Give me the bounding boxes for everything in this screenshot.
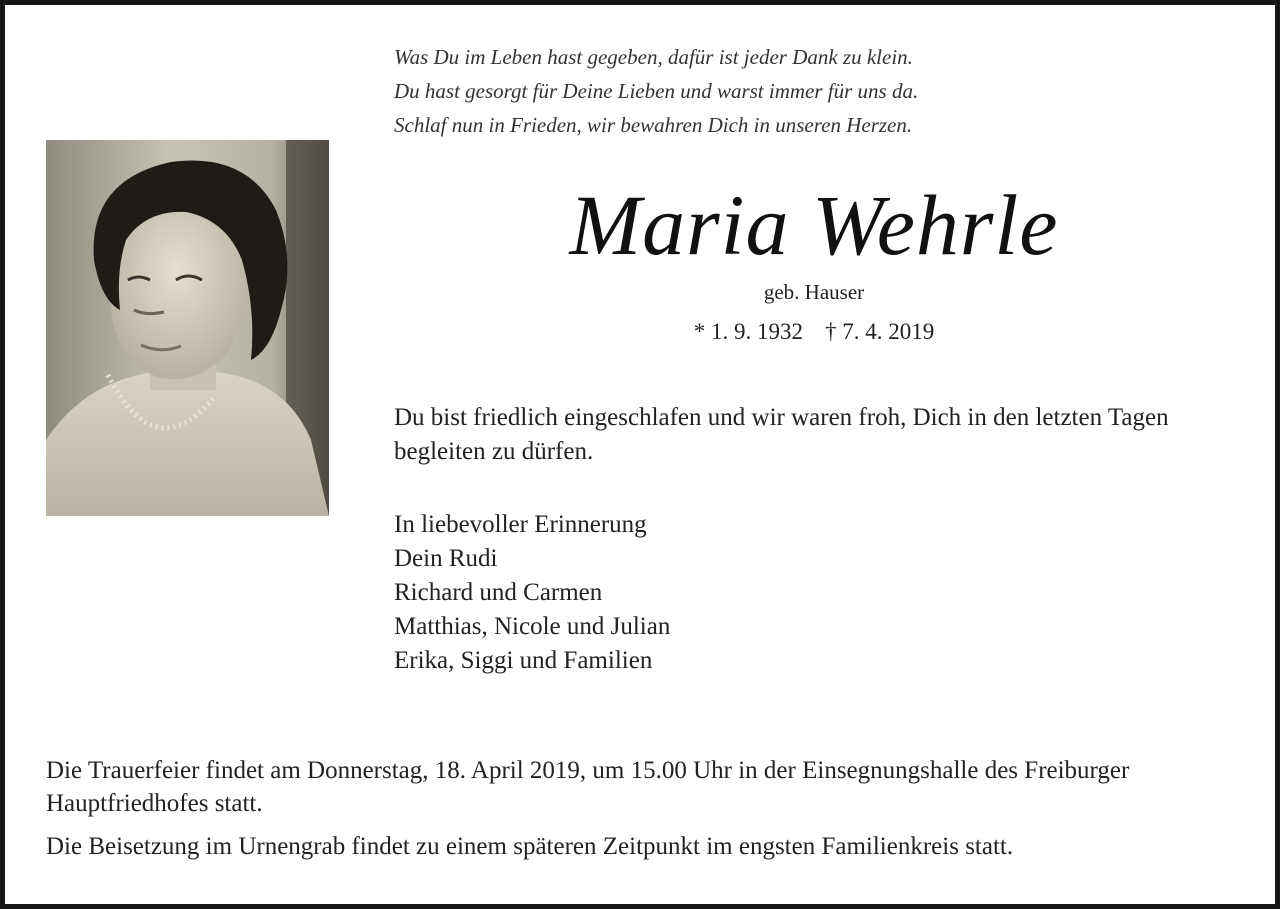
- mourners-list: [394, 508, 670, 678]
- maiden-name: geb. Hauser: [763, 280, 865, 304]
- poem-line-2: Du hast gesorgt für Deine Lieben und warst immer für uns da.: [394, 79, 919, 103]
- poem-line-3: Schlaf nun in Frieden, wir bewahren Dich in unseren Herzen.: [394, 113, 913, 137]
- mourner-line: In liebevoller Erinnerung: [394, 511, 647, 538]
- mourner-line: Matthias, Nicole und Julian: [394, 613, 671, 640]
- birth-date: * 1. 9. 1932: [693, 319, 803, 344]
- life-dates: [394, 317, 1234, 347]
- farewell-message: Du bist friedlich eingeschlafen und wir waren froh, Dich in den letzten Tagen begleiten zu dürfen.: [394, 404, 1169, 465]
- death-date: † 7. 4. 2019: [825, 319, 935, 344]
- memorial-poem: [394, 40, 918, 142]
- funeral-notice: Die Trauerfeier findet am Donnerstag, 18. April 2019, um 15.00 Uhr in der Einsegnungshalle des Freiburger Hauptfriedhofes statt.: [46, 757, 1130, 817]
- deceased-header: [394, 175, 1234, 347]
- burial-notice: Die Beisetzung im Urnengrab findet zu einem späteren Zeitpunkt im engsten Familienkreis statt.: [46, 833, 1014, 860]
- mourner-line: Dein Rudi: [394, 545, 498, 572]
- poem-line-1: Was Du im Leben hast gegeben, dafür ist jeder Dank zu klein.: [394, 45, 913, 69]
- portrait-photo: [46, 140, 329, 516]
- deceased-name: Maria Wehrle: [569, 177, 1059, 273]
- mourner-line: Richard und Carmen: [394, 579, 603, 606]
- mourner-line: Erika, Siggi und Familien: [394, 647, 653, 674]
